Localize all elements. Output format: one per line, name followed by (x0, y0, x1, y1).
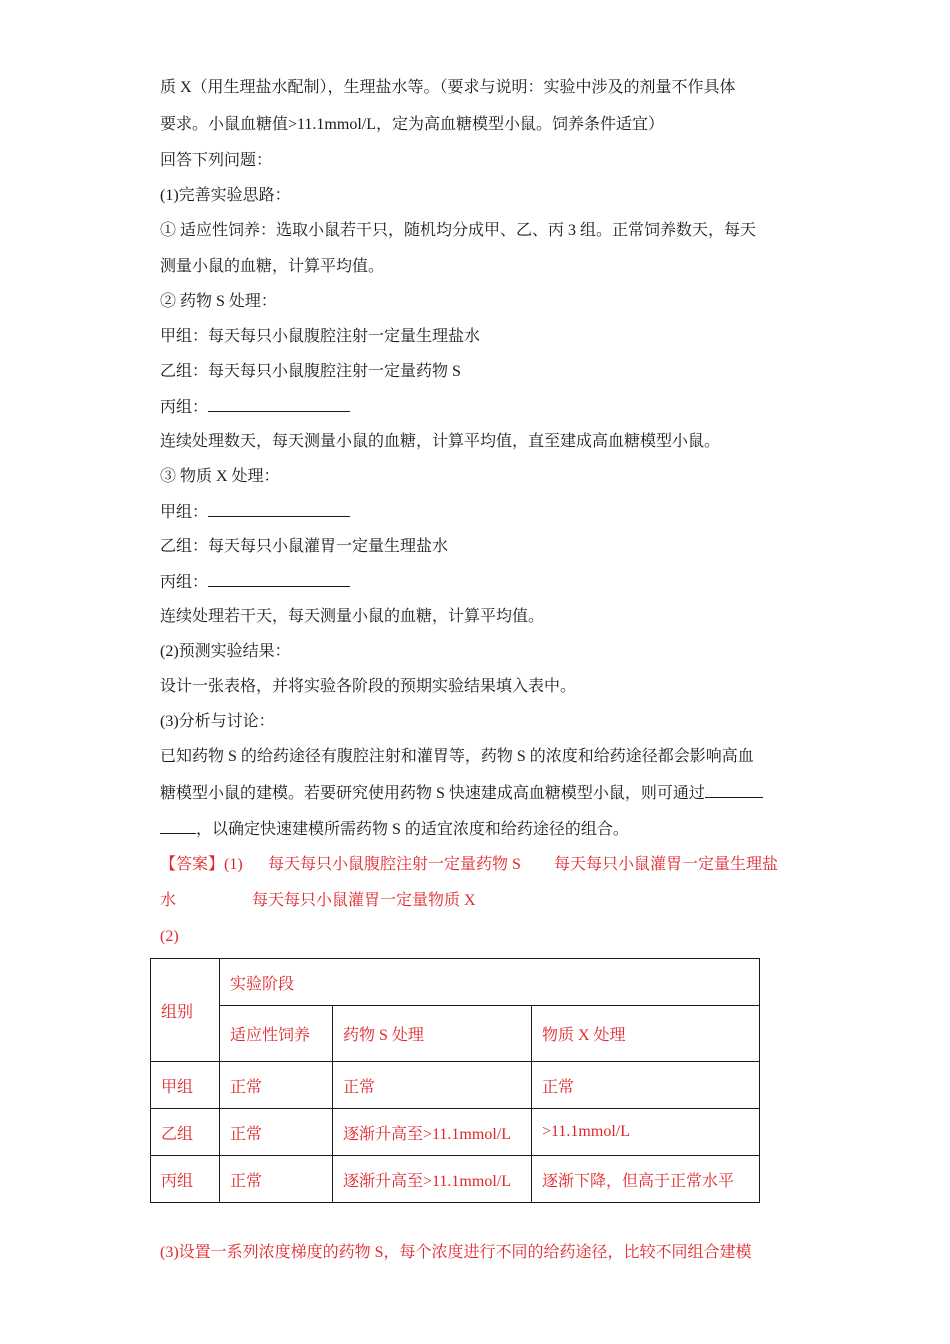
result-cell: 正常 (220, 1109, 333, 1156)
paragraph-7: ② 药物 S 处理： (160, 293, 277, 310)
paragraph-9: 乙组：每天每只小鼠腹腔注射一定量药物 S (160, 363, 461, 380)
paragraph-18: 设计一张表格，并将实验各阶段的预期实验结果填入表中。 (160, 678, 577, 695)
stage-cell: 物质 X 处理 (532, 1006, 760, 1062)
group-cell: 丙组 (151, 1156, 220, 1203)
paragraph-22 (160, 818, 629, 841)
paragraph-10 (160, 396, 350, 419)
paragraph-2: 要求。小鼠血糖值>11.1mmol/L，定为高血糖模型小鼠。饲养条件适宜） (160, 116, 664, 133)
result-cell: >11.1mmol/L (532, 1109, 760, 1156)
result-cell: 逐渐下降，但高于正常水平 (532, 1156, 760, 1203)
result-cell: 正常 (220, 1156, 333, 1203)
answer-blank (160, 818, 196, 834)
paragraph-6: 测量小鼠的血糖，计算平均值。 (160, 258, 385, 275)
group-header-cell: 组别 (151, 959, 220, 1062)
paragraph-4: (1)完善实验思路： (160, 187, 291, 204)
answer-line-2 (160, 890, 476, 912)
answer-3: 每天每只小鼠灌胃一定量物质 X (252, 892, 476, 909)
result-cell: 正常 (220, 1062, 333, 1109)
paragraph-19: (3)分析与讨论： (160, 713, 275, 730)
paragraph-22-text: ，以确定快速建模所需药物 S 的适宜浓度和给药途径的组合。 (196, 821, 629, 838)
answer-2: 每天每只小鼠灌胃一定量生理盐 (554, 856, 779, 873)
answer-label: 【答案】 (160, 856, 225, 873)
answer-1: 每天每只小鼠腹腔注射一定量药物 S (268, 856, 521, 873)
table-row (151, 1156, 760, 1203)
stage-header-cell: 实验阶段 (220, 959, 760, 1006)
stage-cell: 药物 S 处理 (333, 1006, 532, 1062)
answer-blank (208, 501, 350, 517)
paragraph-14: 乙组：每天每只小鼠灌胃一定量生理盐水 (160, 538, 449, 555)
group-c-label: 丙组： (160, 574, 209, 591)
paragraph-21 (160, 782, 763, 805)
group-cell: 乙组 (151, 1109, 220, 1156)
result-cell: 正常 (532, 1062, 760, 1109)
paragraph-21-text: 糖模型小鼠的建模。若要研究使用药物 S 快速建成高血糖模型小鼠，则可通过 (160, 785, 705, 802)
result-table (150, 958, 760, 1203)
table-row (151, 1109, 760, 1156)
answer-blank (208, 396, 350, 412)
table-row (151, 1062, 760, 1109)
answer-part1-number: (1) (224, 856, 243, 873)
group-cell: 甲组 (151, 1062, 220, 1109)
answer-2-continued: 水 (160, 892, 177, 909)
answer-part3: (3)设置一系列浓度梯度的药物 S，每个浓度进行不同的给药途径，比较不同组合建模 (160, 1244, 752, 1261)
result-cell: 逐渐升高至>11.1mmol/L (333, 1109, 532, 1156)
paragraph-17: (2)预测实验结果： (160, 643, 291, 660)
paragraph-15 (160, 571, 350, 594)
result-cell: 正常 (333, 1062, 532, 1109)
paragraph-20: 已知药物 S 的给药途径有腹腔注射和灌胃等，药物 S 的浓度和给药途径都会影响高血 (160, 748, 754, 765)
paragraph-13 (160, 501, 350, 524)
paragraph-1: 质 X（用生理盐水配制），生理盐水等。（要求与说明：实验中涉及的剂量不作具体 (160, 79, 736, 96)
answer-blank (705, 782, 763, 798)
answer-blank (208, 571, 350, 587)
paragraph-3: 回答下列问题： (160, 152, 273, 169)
paragraph-8: 甲组：每天每只小鼠腹腔注射一定量生理盐水 (160, 328, 481, 345)
paragraph-16: 连续处理若干天，每天测量小鼠的血糖，计算平均值。 (160, 608, 545, 625)
paragraph-12: ③ 物质 X 处理： (160, 468, 280, 485)
stage-cell: 适应性饲养 (220, 1006, 333, 1062)
result-cell: 逐渐升高至>11.1mmol/L (333, 1156, 532, 1203)
group-c-label: 丙组： (160, 399, 209, 416)
answer-part2-number: (2) (160, 928, 179, 945)
paragraph-5: ① 适应性饲养：选取小鼠若干只，随机均分成甲、乙、丙 3 组。正常饲养数天，每天 (160, 222, 757, 239)
paragraph-11: 连续处理数天，每天测量小鼠的血糖，计算平均值，直至建成高血糖模型小鼠。 (160, 433, 721, 450)
answer-line-1 (160, 854, 779, 876)
group-a-label: 甲组： (160, 504, 209, 521)
